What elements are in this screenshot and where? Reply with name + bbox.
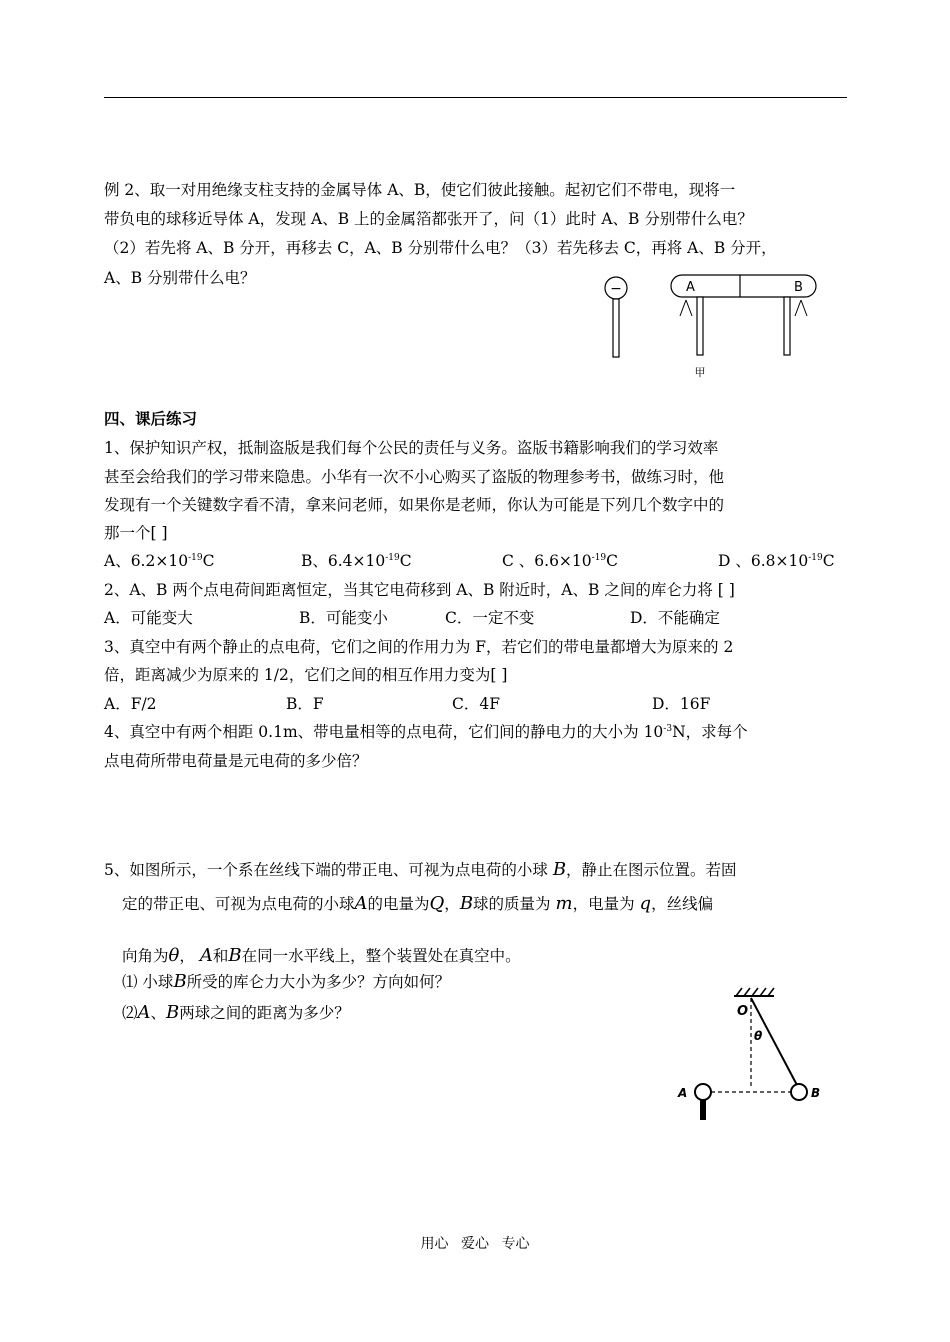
ball-b xyxy=(791,1084,807,1100)
q3-line1: 3、真空中有两个静止的点电荷，它们之间的作用力为 F，若它们的带电量都增大为原来的 2 xyxy=(104,638,734,656)
conductor-label-b: B xyxy=(794,280,803,295)
q5-line1: 5、如图所示，一个系在丝线下端的带正电、可视为点电荷的小球 B，静止在图示位置。若固 xyxy=(104,859,737,880)
stand-b xyxy=(784,297,790,355)
q4-line2: 点电荷所带电荷量是元电荷的多少倍？ xyxy=(104,752,368,770)
example2-line4: A、B 分别带什么电？ xyxy=(104,269,256,287)
q1-line4: 那一个[ ] xyxy=(104,524,168,542)
section-title: 四、课后练习 xyxy=(104,409,198,428)
figure-caption: 甲 xyxy=(694,366,706,379)
ceiling-hatch xyxy=(736,988,774,996)
q3-option-c: C．4F xyxy=(452,695,500,713)
footer xyxy=(0,1233,950,1253)
q1-option-b: B、$6.4\times 10^{-19}C$ xyxy=(301,552,412,570)
q5-line2: 定的带正电、可视为点电荷的小球A的电量为Q，B球的质量为 m，电量为 q，丝线偏 xyxy=(122,893,714,914)
q4-line1: 4、真空中有两个相距 0.1m、带电量相等的点电荷，它们间的静电力的大小为 $10^{-3}N$，求每个 xyxy=(104,723,748,741)
q5-sub1: ⑴ 小球B所受的库仑力大小为多少？方向如何？ xyxy=(122,971,451,992)
q2-option-b: B．可能变小 xyxy=(299,609,388,627)
ball-sign: − xyxy=(610,281,622,297)
q5-sub2: ⑵A、B两球之间的距离为多少？ xyxy=(122,1002,350,1023)
q1-line3: 发现有一个关键数字看不清，拿来问老师，如果你是老师，你认为可能是下列几个数字中的 xyxy=(104,496,725,514)
q3-option-b: B．F xyxy=(286,695,324,713)
q1-option-a: A、$6.2\times 10^{-19}C$ xyxy=(104,552,215,570)
q2-option-a: A．可能变大 xyxy=(104,609,193,627)
q2-option-c: C．一定不变 xyxy=(445,609,535,627)
q1-option-c: C 、$6.6\times 10^{-19}C$ xyxy=(502,552,619,570)
ball-a-stand xyxy=(700,1100,706,1120)
conductor-label-a: A xyxy=(686,280,695,295)
ball-stand xyxy=(613,299,619,357)
q5-line3: 向角为θ， A和B在同一水平线上，整个装置处在真空中。 xyxy=(122,945,521,966)
foil-a xyxy=(680,300,692,316)
footer-item-1: 用心 xyxy=(420,1236,449,1252)
q1-option-d: D 、$6.8\times 10^{-19}C$ xyxy=(718,552,835,570)
q2-line1: 2、A、B 两个点电荷间距离恒定，当其它电荷移到 A、B 附近时，A、B 之间的库仑力将 [ ] xyxy=(104,581,735,599)
header-rule xyxy=(104,97,847,98)
stand-a xyxy=(697,297,703,355)
q1-line1: 1、保护知识产权，抵制盗版是我们每个公民的责任与义务。盗版书籍影响我们的学习效率 xyxy=(104,439,719,457)
example2-line1: 例 2、取一对用绝缘支柱支持的金属导体 A、B，使它们彼此接触。起初它们不带电，现将一 xyxy=(104,181,736,199)
label-a: A xyxy=(678,1086,688,1100)
label-theta: θ xyxy=(754,1029,763,1043)
example2-figure xyxy=(596,270,826,385)
q2-option-d: D．不能确定 xyxy=(630,609,720,627)
q1-line2: 甚至会给我们的学习带来隐患。小华有一次不小心购买了盗版的物理参考书，做练习时，他 xyxy=(104,468,725,486)
q3-option-a: A．F/2 xyxy=(104,695,157,713)
footer-item-3: 专心 xyxy=(501,1236,530,1252)
label-o: O xyxy=(737,1004,749,1019)
q3-option-d: D．16F xyxy=(652,695,711,713)
q5-figure xyxy=(668,985,828,1125)
footer-item-2: 爱心 xyxy=(461,1236,489,1252)
example2-line2: 带负电的球移近导体 A，发现 A、B 上的金属箔都张开了，问（1）此时 A、B 分别带什么电？ xyxy=(104,210,753,228)
ball-a xyxy=(695,1084,711,1100)
foil-b xyxy=(795,300,807,316)
label-b: B xyxy=(811,1086,821,1100)
q3-line2: 倍，距离减少为原来的 1/2，它们之间的相互作用力变为[ ] xyxy=(104,666,508,684)
example2-line3: （2）若先将 A、B 分开，再移去 C，A、B 分别带什么电？（3）若先移去 C，再将 A、B 分开， xyxy=(104,239,777,257)
